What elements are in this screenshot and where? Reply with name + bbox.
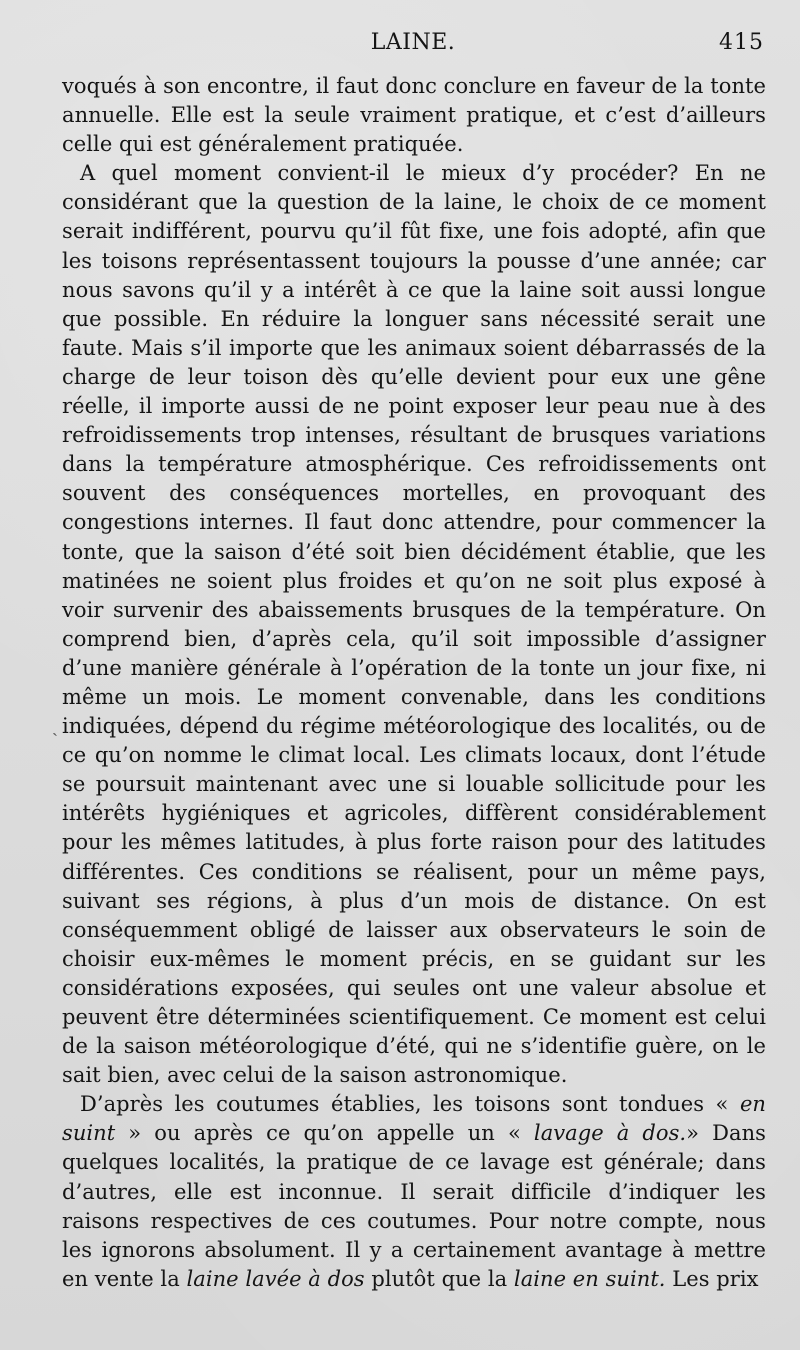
running-title: LAINE. bbox=[370, 30, 456, 55]
paragraph-3 bbox=[62, 1090, 766, 1294]
page-number: 415 bbox=[719, 30, 764, 55]
paragraph-3-part-3: » Dans quelques localités, la pratique de ce lavage est générale; dans d’autres, elle est inconnue. Il serait difficile d’indiquer les raisons respectives de ces coutumes. Pour notre compte, nous les ignorons absolument. Il y a certainement avantage à mettre en vente la bbox=[62, 1121, 766, 1291]
paragraph-3-italic-en-suint: en suint bbox=[62, 1092, 766, 1146]
margin-mark: ˎ bbox=[52, 716, 58, 737]
paragraph-3-italic-lavage-a-dos: lavage à dos. bbox=[533, 1121, 687, 1146]
paragraph-2: A quel moment convient-il le mieux d’y procéder? En ne considérant que la question de la laine, le choix de ce moment serait indifférent, pourvu qu’il fût fixe, une fois adopté, afin que les toisons représentassent toujours la pousse d’une année; car nous savons qu’il y a intérêt à ce que la laine soit aussi longue que possible. En réduire la longuer sans nécessité serait une faute. Mais s’il importe que les animaux soient débarrassés de la charge de leur toison dès qu’elle devient pour eux une gêne réelle, il importe aussi de ne point exposer leur peau nue à des refroidissements trop intenses, résultant de brusques variations dans la température atmosphérique. Ces refroidissements ont souvent des conséquences mortelles, en provoquant des congestions internes. Il faut donc attendre, pour commencer la tonte, que la saison d’été soit bien décidément établie, que les matinées ne soient plus froides et qu’on ne soit plus exposé à voir survenir des abaissements brusques de la température. On comprend bien, d’après cela, qu’il soit impossible d’assigner d’une manière générale à l’opération de la tonte un jour fixe, ni même un mois. Le moment convenable, dans les conditions indiquées, dépend du régime météorologique des localités, ou de ce qu’on nomme le climat local. Les climats locaux, dont l’étude se poursuit maintenant avec une si louable sollicitude pour les intérêts hygiéniques et agricoles, diffèrent considérablement pour les mêmes latitudes, à plus forte raison pour des latitudes différentes. Ces conditions se réalisent, pour un même pays, suivant ses régions, à plus d’un mois de distance. On est conséquemment obligé de laisser aux observateurs le soin de choisir eux-mêmes le moment précis, en se guidant sur les considérations exposées, qui seules ont une valeur absolue et peuvent être déterminées scientifiquement. Ce moment est celui de la saison météorologique d’été, qui ne s’identifie guère, on le sait bien, avec celui de la saison astronomique. bbox=[62, 161, 766, 1088]
body-text bbox=[62, 72, 766, 1294]
paragraph-3-part-5: Les prix bbox=[665, 1266, 759, 1291]
page-header bbox=[62, 30, 764, 64]
paragraph-1: voqués à son encontre, il faut donc conclure en faveur de la tonte annuelle. Elle est la seule vraiment pratique, et c’est d’ailleurs celle qui est généralement pratiquée. bbox=[62, 74, 766, 157]
paragraph-3-part-4: plutôt que la bbox=[364, 1266, 514, 1291]
paragraph-3-part-1: D’après les coutumes établies, les toisons sont tondues « bbox=[80, 1092, 740, 1117]
paragraph-3-italic-laine-en-suint: laine en suint. bbox=[513, 1266, 666, 1291]
paragraph-3-part-2: » ou après ce qu’on appelle un « bbox=[115, 1121, 534, 1146]
paragraph-3-italic-laine-lavee-a-dos: laine lavée à dos bbox=[186, 1266, 365, 1291]
